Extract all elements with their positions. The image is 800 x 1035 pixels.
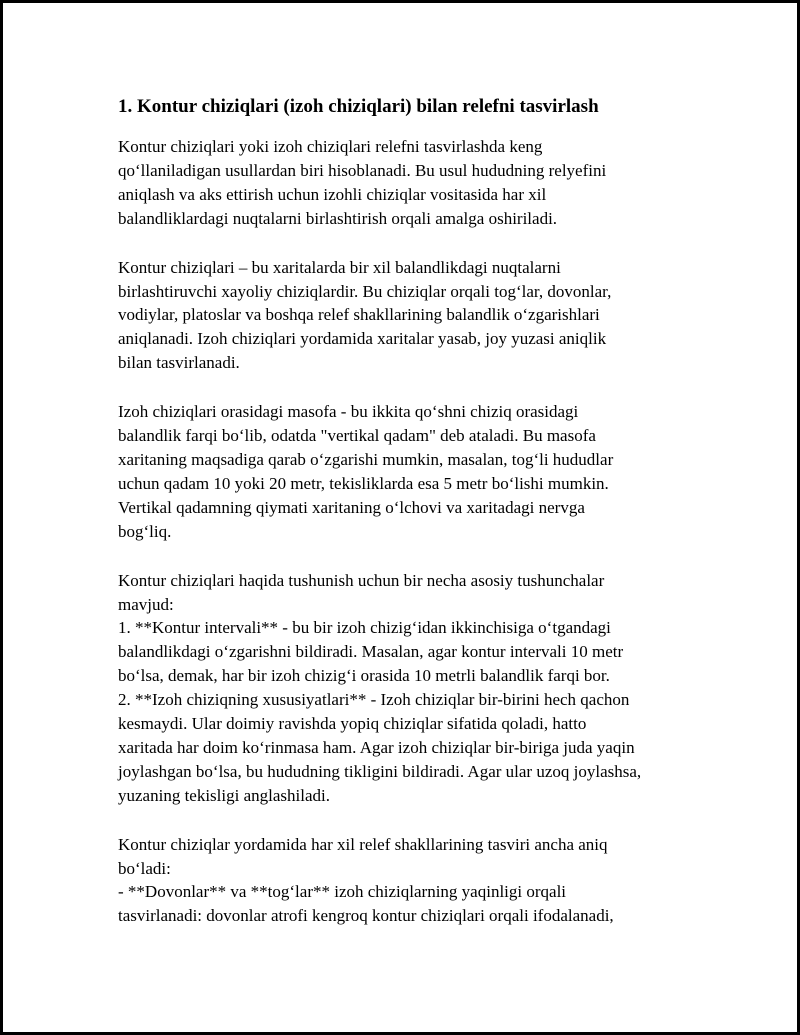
text-line: bo‘ladi: — [118, 858, 171, 878]
text-line: bilan tasvirlanadi. — [118, 353, 240, 373]
text-line: balandlikdagi o‘zgarishni bildiradi. Masalan, agar kontur intervali 10 metr — [118, 642, 624, 662]
paragraph — [118, 569, 758, 808]
text-line: balandliklardagi nuqtalarni birlashtirish orqali amalga oshiriladi. — [118, 208, 558, 228]
document-page — [118, 95, 758, 953]
text-line: vodiylar, platoslar va boshqa relef shakllarining balandlik o‘zgarishlari — [118, 305, 600, 325]
text-line: aniqlash va aks ettirish uchun izohli chiziqlar vositasida har xil — [118, 184, 547, 204]
text-line: kesmaydi. Ular doimiy ravishda yopiq chiziqlar sifatida qoladi, hatto — [118, 714, 587, 734]
text-line: 1. **Kontur intervali** - bu bir izoh chizig‘idan ikkinchisiga o‘tgandagi — [118, 618, 611, 638]
text-line: Izoh chiziqlari orasidagi masofa - bu ikkita qo‘shni chiziq orasidagi — [118, 402, 579, 422]
text-line: aniqlanadi. Izoh chiziqlari yordamida xaritalar yasab, joy yuzasi aniqlik — [118, 329, 607, 349]
text-line: joylashgan bo‘lsa, bu hududning tikligini bildiradi. Agar ular uzoq joylashsa, — [118, 761, 642, 781]
paragraph — [118, 833, 758, 929]
text-line: qo‘llaniladigan usullardan biri hisoblanadi. Bu usul hududning relyefini — [118, 160, 607, 180]
text-line: Kontur chiziqlar yordamida har xil relef shakllarining tasviri ancha aniq — [118, 834, 608, 854]
text-line: yuzaning tekisligi anglashiladi. — [118, 785, 330, 805]
section-title: 1. Kontur chiziqlari (izoh chiziqlari) bilan relefni tasvirlash — [118, 96, 599, 117]
paragraph — [118, 135, 758, 231]
text-line: uchun qadam 10 yoki 20 metr, tekisliklarda esa 5 metr bo‘lishi mumkin. — [118, 473, 609, 493]
text-line: Vertikal qadamning qiymati xaritaning o‘lchovi va xaritadagi nervga — [118, 497, 585, 517]
text-line: - **Dovonlar** va **tog‘lar** izoh chiziqlarning yaqinligi orqali — [118, 882, 567, 902]
text-line: Kontur chiziqlari – bu xaritalarda bir xil balandlikdagi nuqtalarni — [118, 257, 561, 277]
text-line: 2. **Izoh chiziqning xususiyatlari** - Izoh chiziqlar bir-birini hech qachon — [118, 690, 630, 710]
text-line: bog‘liq. — [118, 521, 172, 541]
text-line: bo‘lsa, demak, har bir izoh chizig‘i orasida 10 metrli balandlik farqi bor. — [118, 666, 610, 686]
paragraph — [118, 400, 758, 543]
text-line: Kontur chiziqlari yoki izoh chiziqlari relefni tasvirlashda keng — [118, 137, 543, 156]
text-line: mavjud: — [118, 594, 174, 614]
text-line: Kontur chiziqlari haqida tushunish uchun bir necha asosiy tushunchalar — [118, 570, 605, 590]
paragraph — [118, 256, 758, 376]
text-line: balandlik farqi bo‘lib, odatda "vertikal qadam" deb ataladi. Bu masofa — [118, 426, 596, 446]
text-line: xaritaning maqsadiga qarab o‘zgarishi mumkin, masalan, tog‘li hududlar — [118, 449, 614, 469]
text-line: tasvirlanadi: dovonlar atrofi kengroq kontur chiziqlari orqali ifodalanadi, — [118, 906, 614, 926]
text-line: birlashtiruvchi xayoliy chiziqlardir. Bu chiziqlar orqali tog‘lar, dovonlar, — [118, 281, 612, 301]
text-line: xaritada har doim ko‘rinmasa ham. Agar izoh chiziqlar bir-biriga juda yaqin — [118, 737, 635, 757]
